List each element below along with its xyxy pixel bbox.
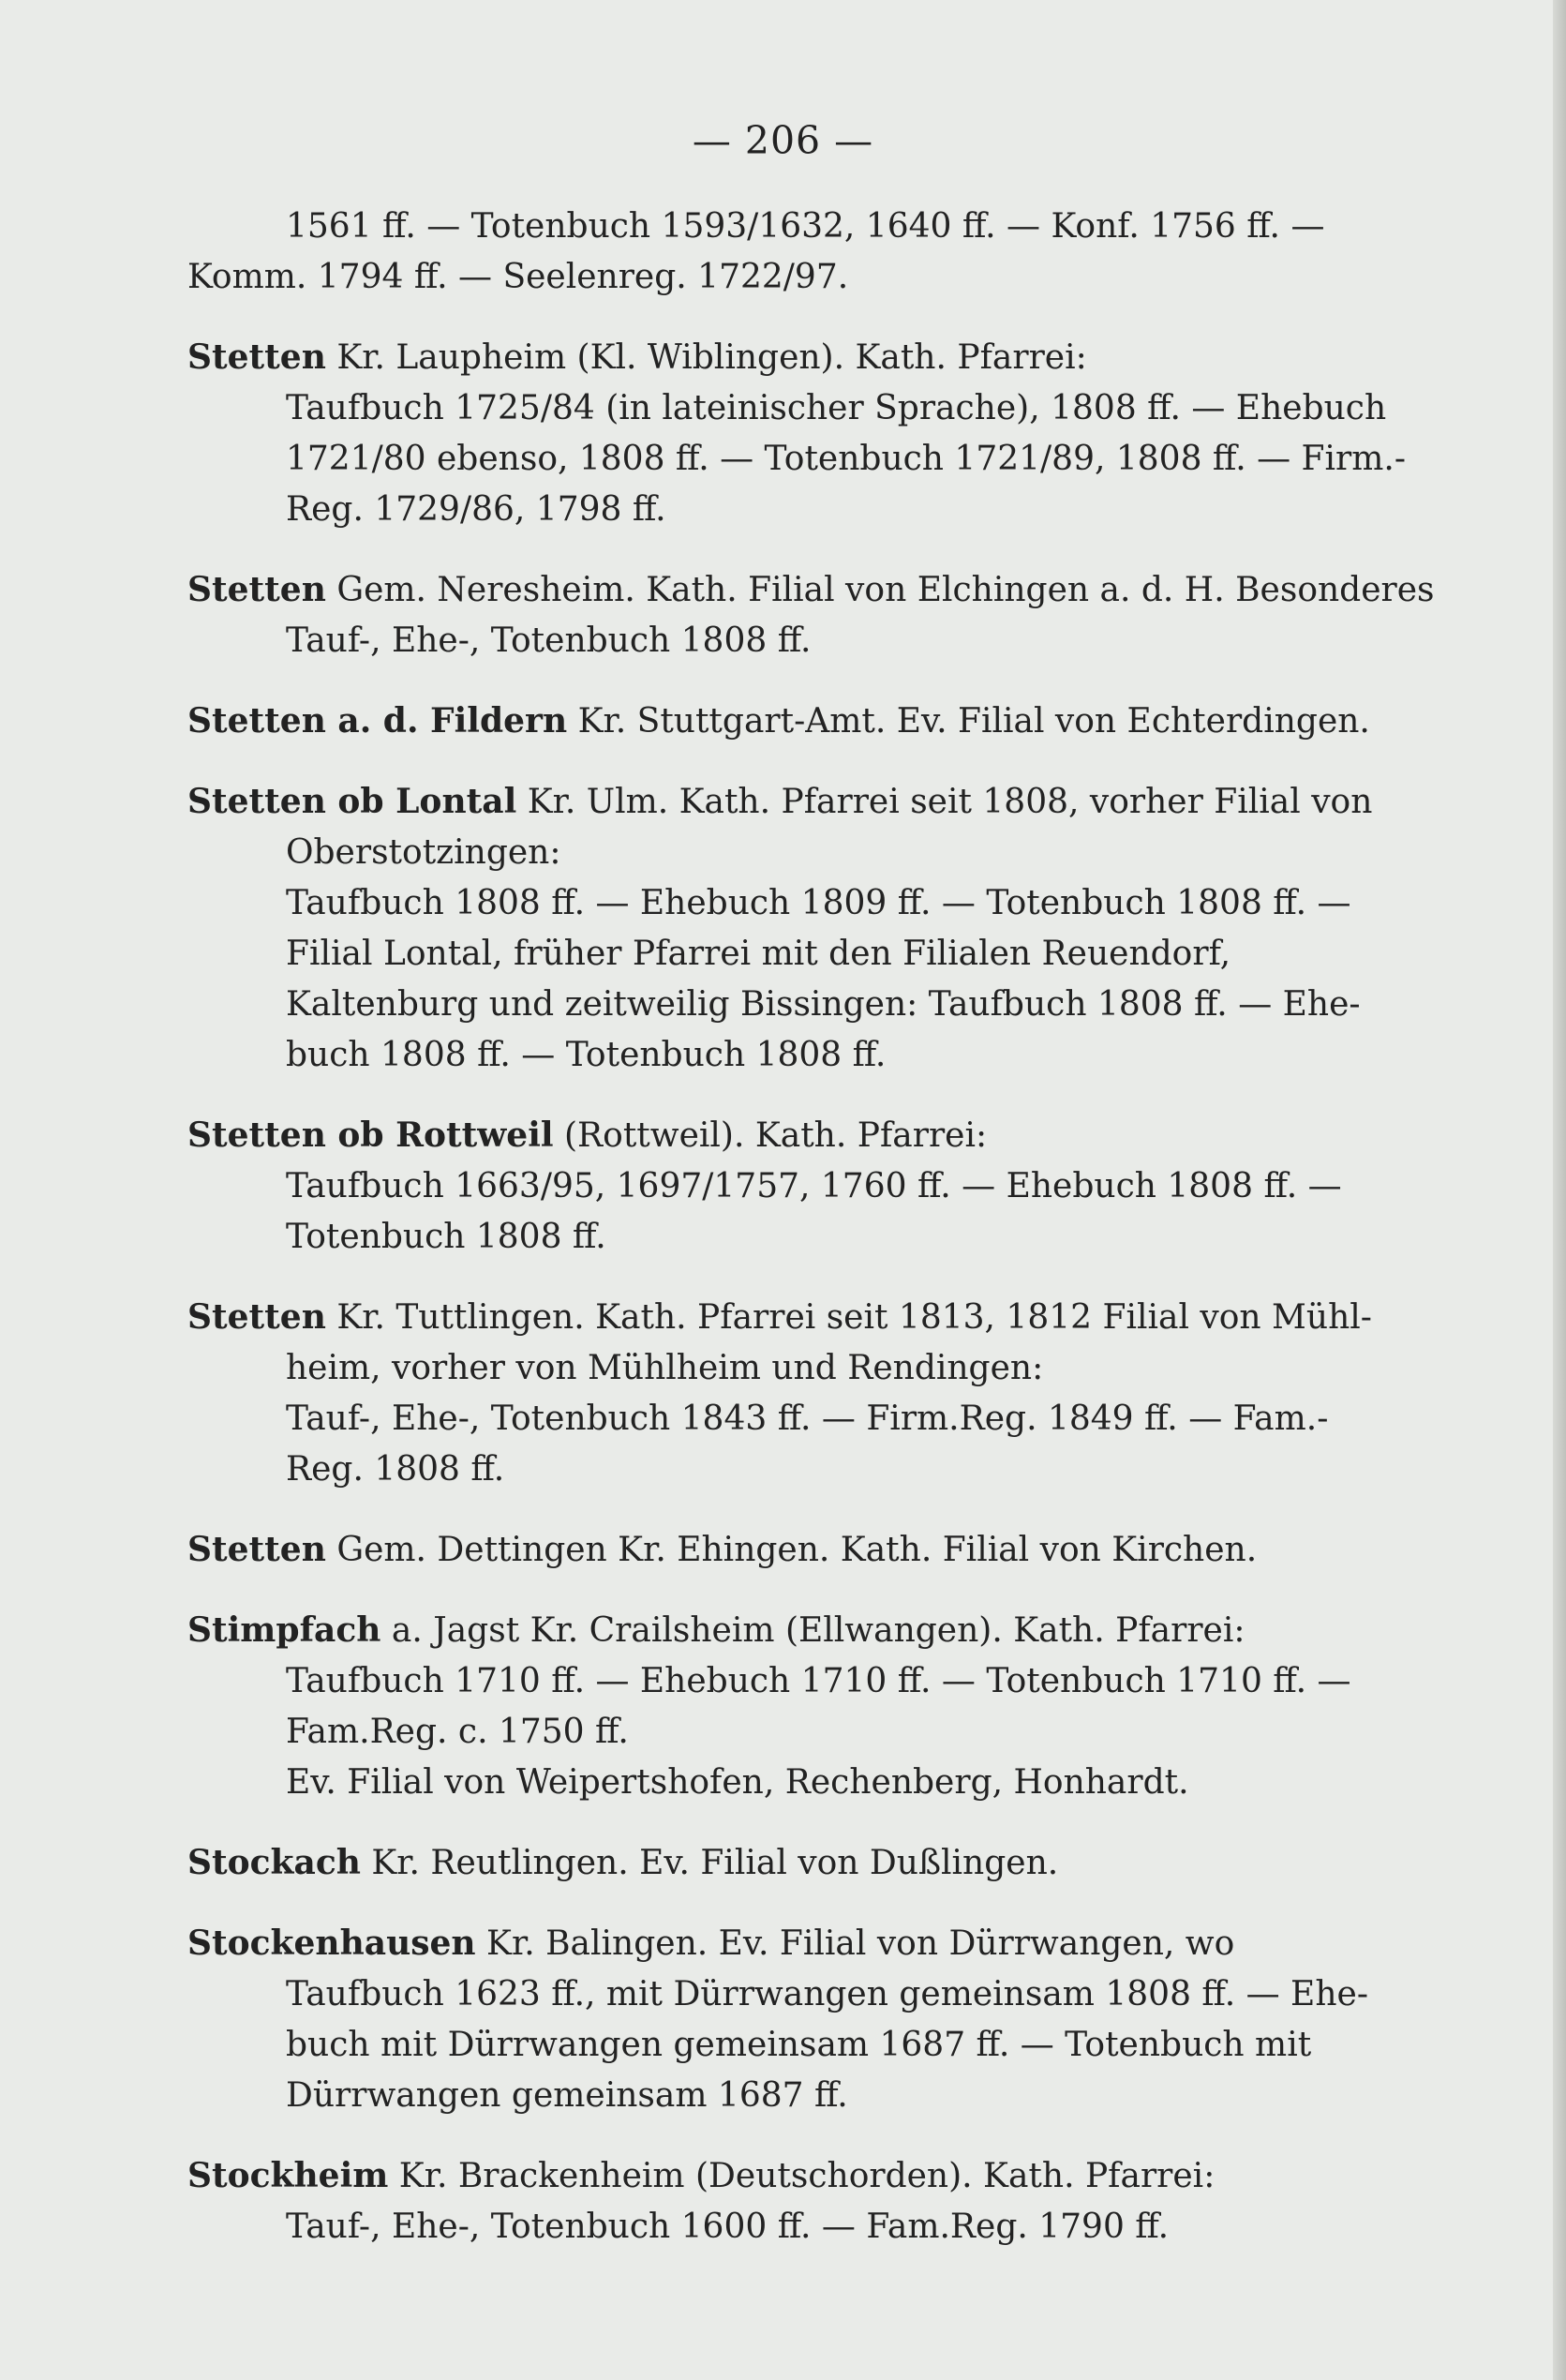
text-line	[187, 1343, 1387, 1394]
text-line	[187, 383, 1387, 434]
entry-text: a. Jagst Kr. Crailsheim (Ellwangen). Kath. Pfarrei:	[380, 1611, 1245, 1650]
text-line	[187, 1605, 1387, 1656]
entry-headword: Stockach	[187, 1843, 361, 1882]
entry-text: Kr. Laupheim (Kl. Wiblingen). Kath. Pfarrei:	[325, 338, 1087, 377]
entry-text: Kr. Reutlingen. Ev. Filial von Dußlingen.	[360, 1844, 1059, 1882]
text-line	[187, 2150, 1387, 2202]
entry-headword: Stetten	[187, 1530, 326, 1569]
entry-text: Kr. Ulm. Kath. Pfarrei seit 1808, vorher Filial von	[516, 783, 1373, 821]
text-line	[187, 1656, 1387, 1707]
entry-headword: Stockenhausen	[187, 1923, 476, 1963]
entry-text: Gem. Dettingen Kr. Ehingen. Kath. Filial von Kirchen.	[325, 1531, 1258, 1569]
entry-text: Tauf-, Ehe-, Totenbuch 1843 ff. — Firm.Reg. 1849 ff. — Fam.-	[286, 1400, 1329, 1438]
page-number: — 206 —	[692, 118, 874, 163]
text-line	[187, 1758, 1387, 1808]
entry-headword: Stetten	[187, 570, 326, 609]
text-line	[187, 2202, 1387, 2253]
entry-text: Gem. Neresheim. Kath. Filial von Elchingen a. d. H. Besonderes	[325, 571, 1435, 609]
entry-headword: Stimpfach	[187, 1610, 381, 1650]
text-line	[187, 252, 1387, 303]
text-line	[187, 332, 1387, 383]
entry-text: Kr. Balingen. Ev. Filial von Dürrwangen, wo	[475, 1924, 1235, 1963]
text-line	[187, 1030, 1387, 1081]
entry-text: Dürrwangen gemeinsam 1687 ff.	[286, 2076, 848, 2115]
entry-headword: Stetten	[187, 1297, 326, 1337]
entry-text: Tauf-, Ehe-, Totenbuch 1808 ff.	[286, 621, 812, 660]
entry-text: Oberstotzingen:	[286, 833, 561, 872]
text-line	[187, 878, 1387, 929]
text-block	[187, 202, 1435, 2253]
text-line	[187, 616, 1387, 666]
text-line	[187, 202, 1387, 252]
entry-text: Komm. 1794 ff. — Seelenreg. 1722/97.	[187, 258, 849, 296]
entry-text: Taufbuch 1710 ff. — Ehebuch 1710 ff. — Totenbuch 1710 ff. —	[286, 1662, 1351, 1700]
text-line	[187, 696, 1387, 747]
entry-headword: Stetten a. d. Fildern	[187, 701, 568, 741]
text-line	[187, 485, 1387, 535]
text-line	[187, 1969, 1387, 2020]
text-line	[187, 1212, 1387, 1263]
entry-text: 1721/80 ebenso, 1808 ff. — Totenbuch 1721/89, 1808 ff. — Firm.-	[286, 440, 1406, 478]
text-line	[187, 1707, 1387, 1758]
entry-text: Taufbuch 1725/84 (in lateinischer Sprache), 1808 ff. — Ehebuch	[286, 389, 1387, 427]
text-line	[187, 1837, 1387, 1889]
page-edge	[1553, 0, 1566, 2380]
text-line	[187, 564, 1435, 616]
text-line	[187, 1918, 1387, 1969]
entry-text: heim, vorher von Mühlheim und Rendingen:	[286, 1349, 1044, 1387]
entry-text: Reg. 1808 ff.	[286, 1450, 505, 1489]
text-line	[187, 2071, 1387, 2121]
entry-text: Reg. 1729/86, 1798 ff.	[286, 490, 666, 529]
text-line	[187, 1292, 1387, 1343]
entry-text: Taufbuch 1663/95, 1697/1757, 1760 ff. — Ehebuch 1808 ff. —	[286, 1167, 1342, 1205]
entry-text: Taufbuch 1623 ff., mit Dürrwangen gemeinsam 1808 ff. — Ehe-	[286, 1975, 1368, 2013]
text-line	[187, 980, 1387, 1030]
entry-text: Kr. Brackenheim (Deutschorden). Kath. Pfarrei:	[388, 2157, 1216, 2195]
text-line	[187, 1110, 1387, 1161]
entry-text: Tauf-, Ehe-, Totenbuch 1600 ff. — Fam.Reg. 1790 ff.	[286, 2208, 1170, 2246]
entry-text: (Rottweil). Kath. Pfarrei:	[553, 1116, 988, 1155]
entry-text: Fam.Reg. c. 1750 ff.	[286, 1713, 629, 1751]
entry-text: Kr. Stuttgart-Amt. Ev. Filial von Echterdingen.	[567, 702, 1370, 741]
entry-headword: Stetten ob Lontal	[187, 782, 517, 821]
text-line	[187, 929, 1387, 980]
entry-text: 1561 ff. — Totenbuch 1593/1632, 1640 ff. — Konf. 1756 ff. —	[286, 207, 1325, 246]
text-line	[187, 1161, 1387, 1212]
entry-text: buch 1808 ff. — Totenbuch 1808 ff.	[286, 1036, 887, 1074]
text-line	[187, 1524, 1387, 1576]
text-line	[187, 2020, 1387, 2071]
text-line	[187, 828, 1387, 878]
entry-text: Kaltenburg und zeitweilig Bissingen: Taufbuch 1808 ff. — Ehe-	[286, 985, 1361, 1024]
text-line	[187, 434, 1406, 485]
entry-text: buch mit Dürrwangen gemeinsam 1687 ff. — Totenbuch mit	[286, 2026, 1312, 2064]
entry-text: Kr. Tuttlingen. Kath. Pfarrei seit 1813, 1812 Filial von Mühl-	[325, 1298, 1372, 1337]
entry-headword: Stockheim	[187, 2156, 389, 2195]
entry-text: Totenbuch 1808 ff.	[286, 1218, 606, 1256]
entry-text: Taufbuch 1808 ff. — Ehebuch 1809 ff. — Totenbuch 1808 ff. —	[286, 884, 1351, 922]
text-line	[187, 776, 1387, 828]
text-line	[187, 1444, 1387, 1495]
entry-headword: Stetten	[187, 337, 326, 377]
entry-headword: Stetten ob Rottweil	[187, 1115, 554, 1155]
text-line	[187, 1394, 1387, 1444]
entry-text: Filial Lontal, früher Pfarrei mit den Filialen Reuendorf,	[286, 935, 1231, 973]
entry-text: Ev. Filial von Weipertshofen, Rechenberg, Honhardt.	[286, 1763, 1189, 1802]
